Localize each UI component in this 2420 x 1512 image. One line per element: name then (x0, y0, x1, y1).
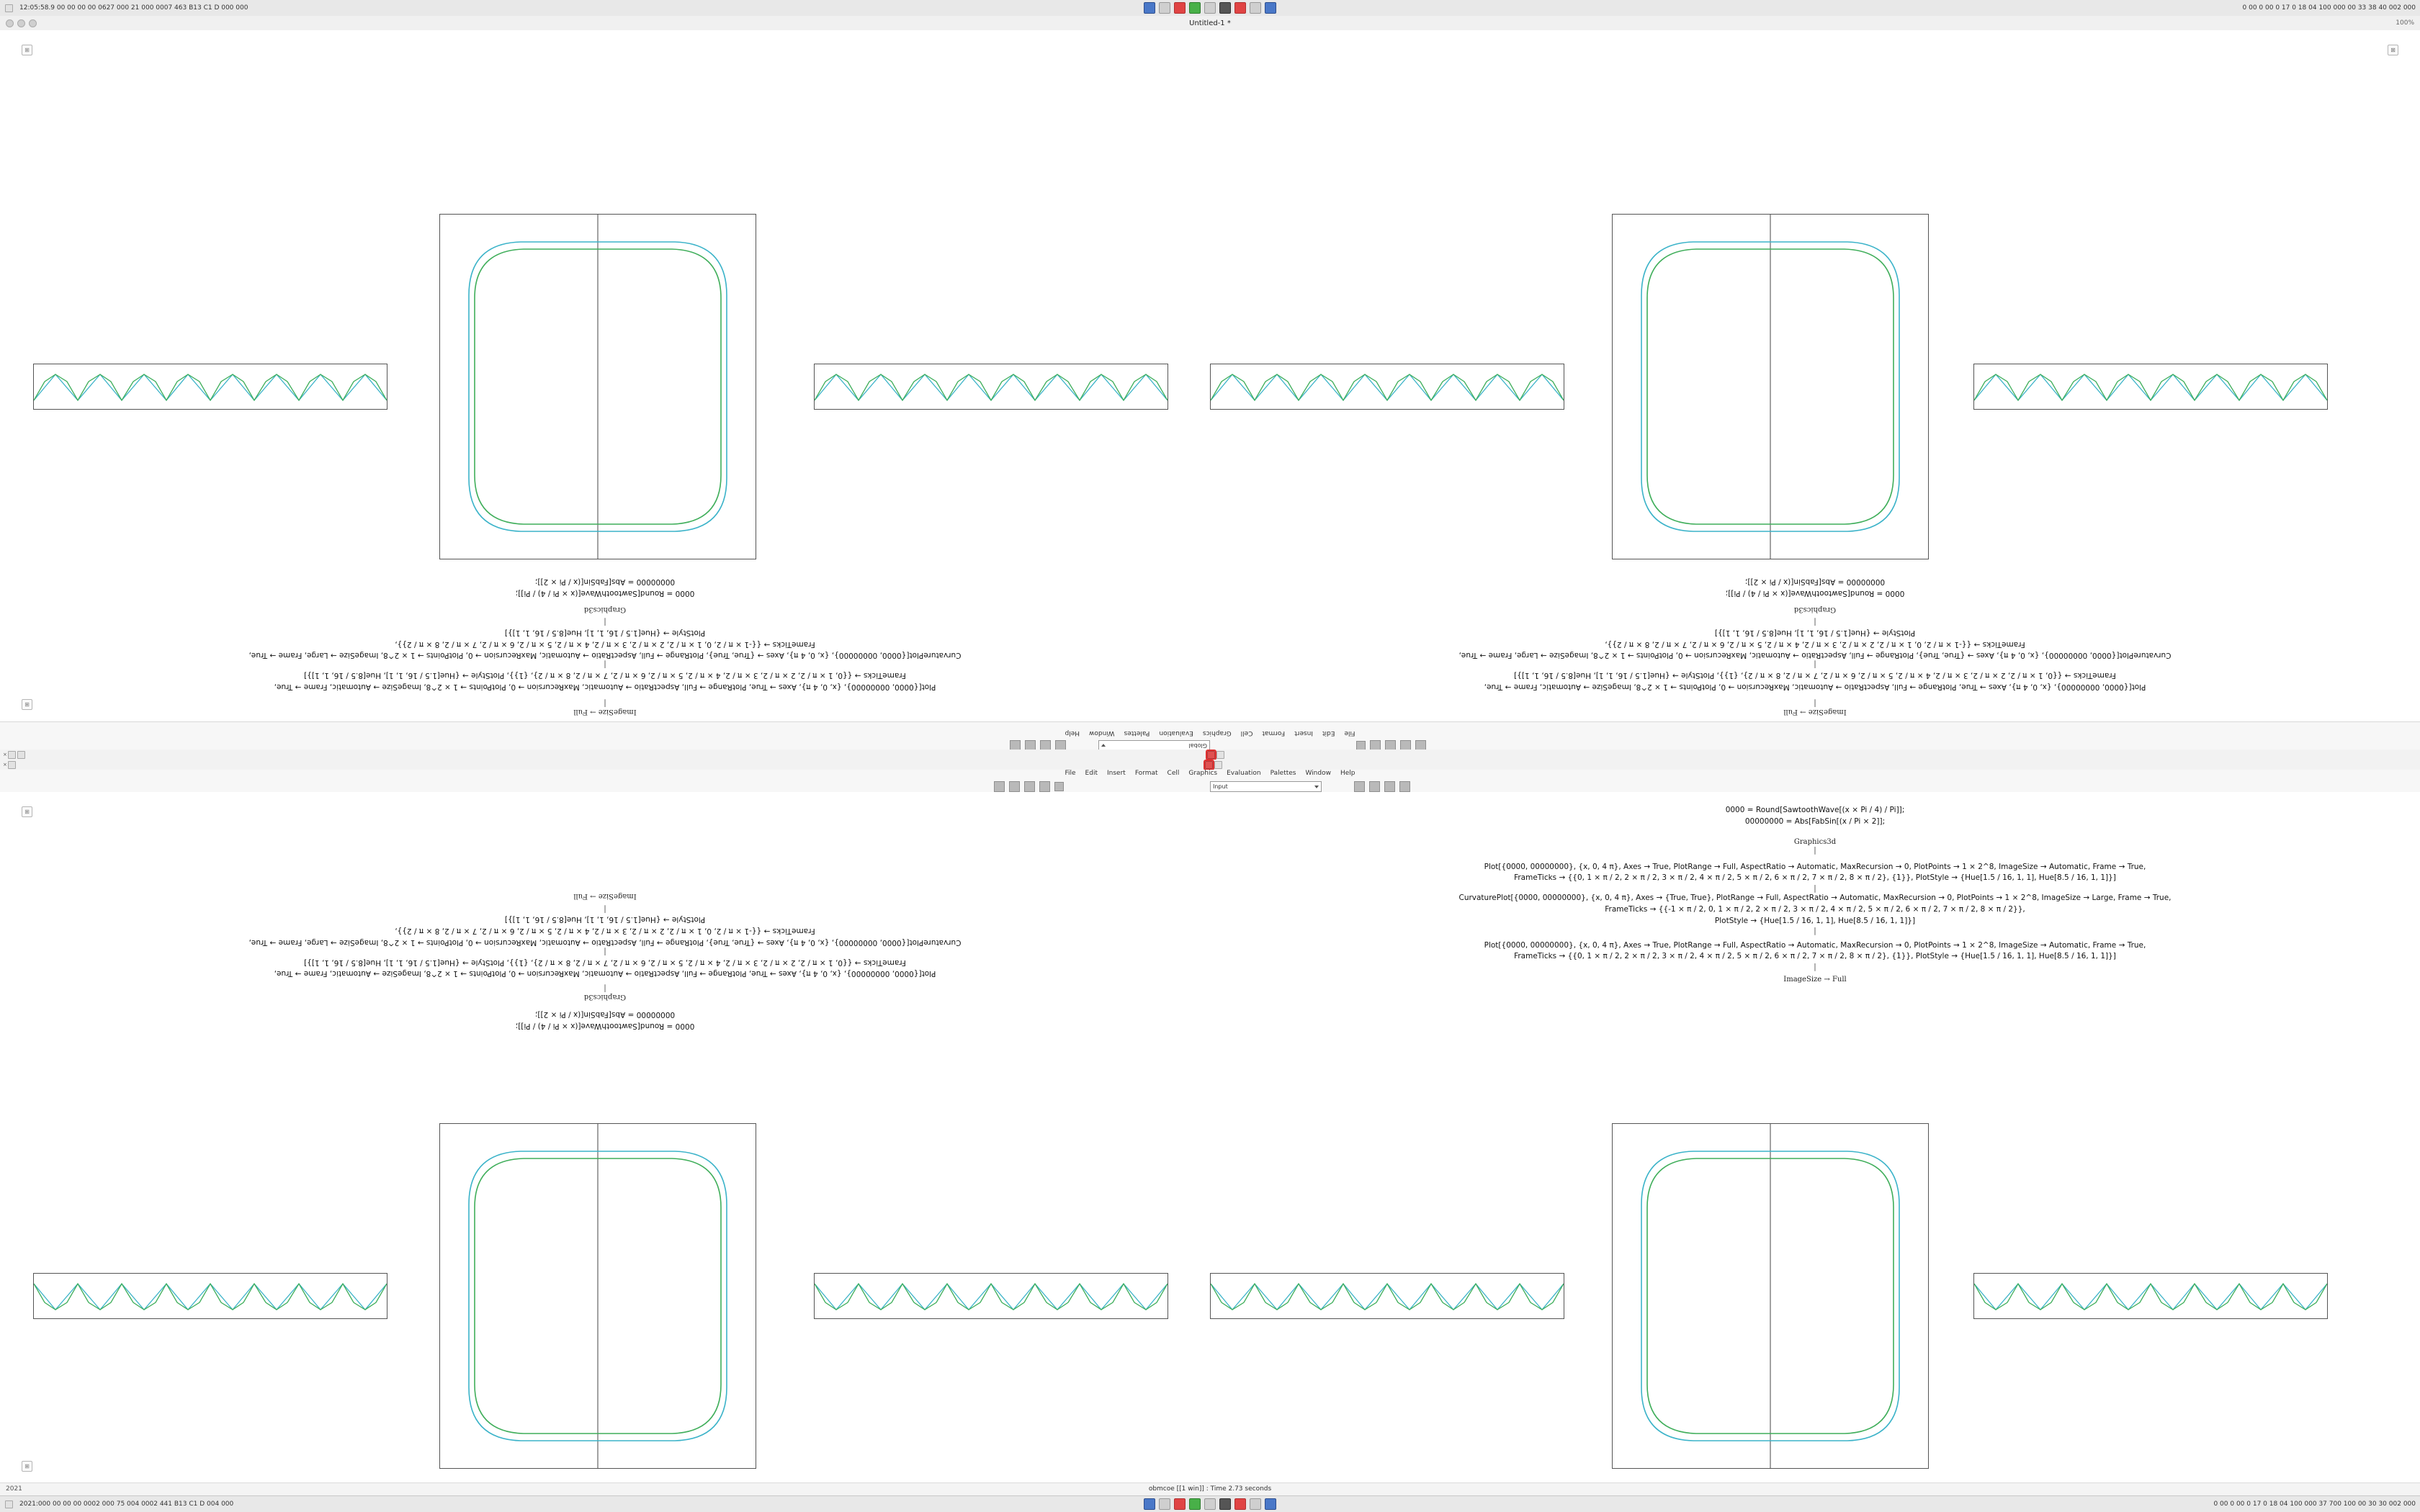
input-style-select[interactable]: Input (1210, 781, 1322, 792)
definition-line-7[interactable]: 0000 = Round[SawtoothWave[(x × Pi / 4) / Pi]]; (1725, 806, 1905, 814)
notebook-pane-top[interactable] (0, 30, 2420, 722)
sawtooth-plot-7-frame (1210, 1273, 1564, 1319)
tab-item-selected-1[interactable] (1207, 751, 1215, 759)
graphics-tag-top-left: Graphics3d (583, 605, 627, 613)
sawtooth-plot-4[interactable] (1973, 364, 2328, 410)
tray-icon-help[interactable] (1265, 2, 1276, 14)
menu2-item-window[interactable]: Window (1305, 770, 1331, 777)
menu-item-insert[interactable]: Insert (1294, 729, 1314, 737)
imagesize-label-bottom-left: ImageSize → Full (573, 892, 637, 901)
cell-bracket-3[interactable]: | (604, 618, 606, 628)
os-bottom-bar (0, 1495, 2420, 1512)
definition-line-1[interactable]: 0000 = Round[SawtoothWave[(x × Pi / 4) / Pi]]; (515, 588, 695, 598)
code-group-bottom-left[interactable] (0, 799, 1210, 1037)
os-icon-1[interactable] (5, 4, 13, 12)
maximize-icon[interactable] (29, 19, 37, 27)
code-line-21[interactable]: Plot[{0000, 00000000}, {x, 0, 4 π}, Axes → True, PlotRange → Full, AspectRatio → Automatic, MaxRecursion → 0, PlotPoints → 1 × 2^8, ImageSize → Automatic, Frame → True, (1484, 940, 2146, 950)
code-line-15[interactable]: PlotStyle → {Hue[1.5 / 16, 1, 1], Hue[8.5 / 16, 1, 1]}] (504, 915, 706, 924)
menu2-item-format[interactable]: Format (1134, 770, 1158, 777)
os-bottom-tray (1144, 1498, 1276, 1510)
code-line-20[interactable]: PlotStyle → {Hue[1.5 / 16, 1, 1], Hue[8.5 / 16, 1, 1]}] (1714, 916, 1916, 925)
tab-strip-lower[interactable] (0, 760, 2420, 770)
style-select[interactable]: Global (1098, 740, 1210, 751)
code-line-9[interactable]: FrameTicks → {{-1 × π / 2, 0, 1 × π / 2, 2 × π / 2, 3 × π / 2, 4 × π / 2, 5 × π / 2, 6 × π / 2, 7 × π / 2, 8 × π / 2}}, (1605, 639, 2025, 649)
code-line-18[interactable]: CurvaturePlot[{0000, 00000000}, {x, 0, 4 π}, Axes → {True, True}, PlotRange → Full, AspectRatio → Automatic, MaxRecursion → 0, PlotPoints → 1 × 2^8, ImageSize → Large, Frame → True, (1458, 894, 2172, 903)
menu-item-graphics[interactable]: Graphics (1202, 729, 1232, 737)
definition-line-3[interactable]: 0000 = Round[SawtoothWave[(x × Pi / 4) / Pi]]; (1725, 588, 1905, 598)
menu-item-evaluation[interactable]: Evaluation (1159, 729, 1193, 737)
menu-bar-lower[interactable] (1065, 770, 1355, 777)
tray2-icon-editor[interactable] (1204, 1498, 1216, 1510)
menu2-item-insert[interactable]: Insert (1106, 770, 1126, 777)
cell-bracket-7[interactable]: | (604, 984, 606, 994)
sawtooth-plot-5[interactable] (33, 1273, 387, 1319)
sawtooth-plot-8-frame (1973, 1273, 2328, 1319)
palette-buttons-lower-right[interactable] (1354, 781, 1410, 792)
tray2-icon-misc[interactable] (1250, 1498, 1261, 1510)
curvature-plot-3[interactable] (439, 1123, 756, 1469)
code-line-6[interactable]: Plot[{0000, 00000000}, {x, 0, 4 π}, Axes → True, PlotRange → Full, AspectRatio → Automatic, MaxRecursion → 0, PlotPoints → 1 × 2^8, ImageSize → Automatic, Frame → True, (1484, 682, 2146, 691)
menu-item-window[interactable]: Window (1089, 729, 1115, 737)
sawtooth-plot-6-frame (814, 1273, 1168, 1319)
cell-bracket-b-top-left-icon[interactable]: ⊞ (22, 806, 32, 817)
tray2-icon-files[interactable] (1159, 1498, 1170, 1510)
window-controls[interactable] (6, 19, 37, 27)
code-line-22[interactable]: FrameTicks → {{0, 1 × π / 2, 2 × π / 2, 3 × π / 2, 4 × π / 2, 5 × π / 2, 6 × π / 2, 7 × π / 2, 8 × π / 2}, {1}}, PlotStyle → {Hue[1.5 / 16, 1, 1], Hue[8.5 / 16, 1, 1]}] (1514, 952, 2116, 961)
imagesize-label-bottom-right: ImageSize → Full (1783, 976, 1847, 984)
tray2-icon-help[interactable] (1265, 1498, 1276, 1510)
os-bottom-right-text: 0 00 0 00 0 17 0 18 04 100 000 37 700 100 00 30 30 002 000 (2213, 1500, 2416, 1508)
code-group-top-left[interactable] (0, 462, 1210, 721)
os-bottom-icon-1[interactable] (5, 1500, 13, 1508)
plot-row-bottom (0, 1123, 2420, 1469)
sawtooth-plot-8-svg (1974, 1274, 2327, 1318)
menu2-item-palettes[interactable]: Palettes (1270, 770, 1296, 777)
window-zoom-level: 100% (2396, 19, 2414, 27)
definition-line-5[interactable]: 0000 = Round[SawtoothWave[(x × Pi / 4) / Pi]]; (515, 1022, 695, 1030)
minimize-icon[interactable] (17, 19, 25, 27)
toolbar-strip (0, 721, 2420, 793)
code-line-16[interactable]: Plot[{0000, 00000000}, {x, 0, 4 π}, Axes → True, PlotRange → Full, AspectRatio → Automatic, MaxRecursion → 0, PlotPoints → 1 × 2^8, ImageSize → Automatic, Frame → True, (1484, 862, 2146, 871)
code-line-3[interactable]: CurvaturePlot[{0000, 00000000}, {x, 0, 4 π}, Axes → {True, True}, PlotRange → Full, AspectRatio → Automatic, MaxRecursion → 0, PlotPoints → 1 × 2^8, ImageSize → Large, Frame → True, (248, 651, 962, 660)
code-line-5[interactable]: PlotStyle → {Hue[1.5 / 16, 1, 1], Hue[8.5 / 16, 1, 1]}] (504, 628, 706, 637)
menu-item-format[interactable]: Format (1262, 729, 1286, 737)
sawtooth-plot-4-frame (1973, 364, 2328, 410)
imagesize-label-top-right: ImageSize → Full (1783, 708, 1847, 716)
palette2-button-9[interactable] (1399, 781, 1410, 792)
cell-bracket-12[interactable]: | (1814, 926, 1816, 936)
tray2-icon-mathematica[interactable] (1234, 1498, 1246, 1510)
status-left-label: 2021 (6, 1485, 22, 1493)
sawtooth-plot-6[interactable] (814, 1273, 1168, 1319)
cell-bracket-bottom-left-icon[interactable]: ⊞ (22, 699, 32, 710)
palette-buttons-lower-left[interactable] (994, 781, 1064, 792)
code-line-17[interactable]: FrameTicks → {{0, 1 × π / 2, 2 × π / 2, 3 × π / 2, 4 × π / 2, 5 × π / 2, 6 × π / 2, 7 × π / 2, 8 × π / 2}, {1}}, PlotStyle → {Hue[1.5 / 16, 1, 1], Hue[8.5 / 16, 1, 1]}] (1514, 873, 2116, 883)
definition-line-4[interactable]: 00000000 = Abs[FabSin[(x / Pi × 2]]; (1744, 577, 1886, 587)
code-line-8[interactable]: CurvaturePlot[{0000, 00000000}, {x, 0, 4 π}, Axes → {True, True}, PlotRange → Full, AspectRatio → Automatic, MaxRecursion → 0, PlotPoints → 1 × 2^8, ImageSize → Large, Frame → True, (1458, 651, 2172, 660)
cell-bracket-8[interactable]: | (604, 947, 606, 957)
menu2-item-graphics[interactable]: Graphics (1188, 770, 1218, 777)
tab-strip-upper-label: × (3, 752, 7, 757)
tab-item-selected-2[interactable] (1205, 761, 1213, 769)
tray-icon-record[interactable] (1174, 2, 1186, 14)
palette2-button-6[interactable] (1354, 781, 1365, 792)
tab-item-d[interactable] (8, 761, 16, 769)
tray-icon-settings[interactable] (1219, 2, 1231, 14)
tray-icon-editor[interactable] (1204, 2, 1216, 14)
tab-item-e[interactable] (1214, 761, 1222, 769)
palette-row-lower[interactable] (0, 770, 2420, 793)
menu2-item-evaluation[interactable]: Evaluation (1227, 770, 1261, 777)
curvature-plot-4[interactable] (1612, 1123, 1929, 1469)
window-title-bar (0, 16, 2420, 31)
curvature-plot-3-svg (440, 1124, 756, 1468)
sawtooth-plot-7[interactable] (1210, 1273, 1564, 1319)
tray2-icon-settings[interactable] (1219, 1498, 1231, 1510)
close-icon[interactable] (6, 19, 14, 27)
os-top-left (0, 4, 248, 12)
sawtooth-plot-3-frame (1210, 364, 1564, 410)
notebook-pane-bottom[interactable] (0, 792, 2420, 1483)
palette2-button-4[interactable] (1039, 781, 1050, 792)
tab-item-b[interactable] (17, 751, 25, 759)
tab-item-a[interactable] (8, 751, 16, 759)
tab-item-c[interactable] (1216, 751, 1224, 759)
definition-line-6[interactable]: 00000000 = Abs[FabSin[(x / Pi × 2]]; (534, 1010, 676, 1020)
sawtooth-plot-1-svg (34, 364, 387, 409)
palette2-button-3[interactable] (1024, 781, 1035, 792)
os-top-tray (1144, 2, 1276, 14)
sawtooth-plot-7-svg (1211, 1274, 1564, 1318)
tray-icon-misc[interactable] (1250, 2, 1261, 14)
sawtooth-plot-5-svg (34, 1274, 387, 1318)
menu2-item-edit[interactable]: Edit (1085, 770, 1098, 777)
sawtooth-plot-1[interactable] (33, 364, 387, 410)
menu-item-help[interactable]: Help (1065, 729, 1080, 737)
status-bar (0, 1482, 2420, 1496)
palette2-button-2[interactable] (1009, 781, 1020, 792)
cell-bracket-4[interactable]: | (1814, 699, 1816, 708)
sawtooth-plot-3[interactable] (1210, 364, 1564, 410)
graphics-tag-bottom-right: Graphics3d (1793, 837, 1837, 846)
sawtooth-plot-2-svg (815, 364, 1168, 409)
cell-bracket-top-left-icon[interactable]: ⊞ (22, 45, 32, 55)
code-line-4[interactable]: FrameTicks → {{-1 × π / 2, 0, 1 × π / 2, 2 × π / 2, 3 × π / 2, 4 × π / 2, 5 × π / 2, 6 × π / 2, 7 × π / 2, 8 × π / 2}}, (395, 639, 815, 649)
code-line-7[interactable]: FrameTicks → {{0, 1 × π / 2, 2 × π / 2, 3 × π / 2, 4 × π / 2, 5 × π / 2, 6 × π / 2, 7 × π / 2, 8 × π / 2}, {1}}, PlotStyle → {Hue[1.5 / 16, 1, 1], Hue[8.5 / 16, 1, 1]}] (1514, 671, 2116, 680)
tray-icon-files[interactable] (1159, 2, 1170, 14)
palette2-button-1[interactable] (994, 781, 1005, 792)
cell-bracket-5[interactable]: | (1814, 660, 1816, 670)
sawtooth-plot-1-frame (33, 364, 387, 410)
tab-strip-upper[interactable] (0, 750, 2420, 760)
code-line-1[interactable]: Plot[{0000, 00000000}, {x, 0, 4 π}, Axes → True, PlotRange → Full, AspectRatio → Automatic, MaxRecursion → 0, PlotPoints → 1 × 2^8, ImageSize → Automatic, Frame → True, (274, 682, 936, 691)
menu2-item-file[interactable]: File (1065, 770, 1076, 777)
status-bar-text: obmcoe [[1 win]] : Time 2.73 seconds (1148, 1485, 1272, 1493)
imagesize-label-top-left: ImageSize → Full (573, 708, 637, 716)
cell-bracket-9[interactable]: | (604, 904, 606, 914)
tray-icon-browser[interactable] (1144, 2, 1155, 14)
tray2-icon-record[interactable] (1174, 1498, 1186, 1510)
cell-bracket-10[interactable]: | (1814, 845, 1816, 855)
menu-bar-upper[interactable] (1065, 729, 1355, 737)
tab-strip-lower-label: × (3, 762, 7, 768)
code-line-2[interactable]: FrameTicks → {{0, 1 × π / 2, 2 × π / 2, 3 × π / 2, 4 × π / 2, 5 × π / 2, 6 × π / 2, 7 × π / 2, 8 × π / 2}, {1}}, PlotStyle → {Hue[1.5 / 16, 1, 1], Hue[8.5 / 16, 1, 1]}] (304, 671, 906, 680)
menu2-item-help[interactable]: Help (1340, 770, 1355, 777)
tray2-icon-browser[interactable] (1144, 1498, 1155, 1510)
sawtooth-plot-6-svg (815, 1274, 1168, 1318)
code-line-13[interactable]: CurvaturePlot[{0000, 00000000}, {x, 0, 4 π}, Axes → {True, True}, PlotRange → Full, AspectRatio → Automatic, MaxRecursion → 0, PlotPoints → 1 × 2^8, ImageSize → Large, Frame → True, (248, 937, 962, 947)
sawtooth-plot-8[interactable] (1973, 1273, 2328, 1319)
code-line-10[interactable]: PlotStyle → {Hue[1.5 / 16, 1, 1], Hue[8.5 / 16, 1, 1]}] (1714, 628, 1916, 637)
os-bottom-right (2213, 1500, 2416, 1508)
tray-icon-mathematica[interactable] (1234, 2, 1246, 14)
cell-bracket-11[interactable]: | (1814, 883, 1816, 894)
code-group-bottom-right[interactable] (1210, 799, 2420, 1037)
sawtooth-plot-2-frame (814, 364, 1168, 410)
definition-line-2[interactable]: 00000000 = Abs[FabSin[(x / Pi × 2]]; (534, 577, 676, 587)
os-bottom-left (0, 1500, 233, 1508)
cell-bracket-top-right-icon[interactable]: ⊠ (2388, 45, 2398, 55)
cell-bracket-6[interactable]: | (1814, 618, 1816, 628)
menu-item-palettes[interactable]: Palettes (1124, 729, 1150, 737)
tray-icon-terminal[interactable] (1189, 2, 1201, 14)
menu-item-cell[interactable]: Cell (1240, 729, 1253, 737)
os-top-left-text: 12:05:58.9 00 00 00 00 0627 000 21 000 0007 463 B13 C1 D 000 000 (19, 4, 248, 12)
palette2-button-7[interactable] (1369, 781, 1380, 792)
palette2-button-8[interactable] (1384, 781, 1395, 792)
code-line-14[interactable]: FrameTicks → {{-1 × π / 2, 0, 1 × π / 2, 2 × π / 2, 3 × π / 2, 4 × π / 2, 5 × π / 2, 6 × π / 2, 7 × π / 2, 8 × π / 2}}, (395, 927, 815, 936)
sawtooth-plot-2[interactable] (814, 364, 1168, 410)
menu-item-edit[interactable]: Edit (1322, 729, 1335, 737)
menu-item-file[interactable]: File (1344, 729, 1355, 737)
cell-bracket-2[interactable]: | (604, 660, 606, 670)
os-top-right (2243, 4, 2416, 12)
os-top-bar (0, 0, 2420, 17)
sawtooth-plot-3-svg (1211, 364, 1564, 409)
curvature-plot-4-frame (1612, 1123, 1929, 1469)
os-top-right-text: 0 00 0 00 0 17 0 18 04 100 000 00 33 38 40 002 000 (2242, 4, 2416, 12)
code-line-12[interactable]: FrameTicks → {{0, 1 × π / 2, 2 × π / 2, 3 × π / 2, 4 × π / 2, 5 × π / 2, 6 × π / 2, 7 × π / 2, 8 × π / 2}, {1}}, PlotStyle → {Hue[1.5 / 16, 1, 1], Hue[8.5 / 16, 1, 1]}] (304, 958, 906, 967)
sawtooth-plot-5-frame (33, 1273, 387, 1319)
code-line-19[interactable]: FrameTicks → {{-1 × π / 2, 0, 1 × π / 2, 2 × π / 2, 3 × π / 2, 4 × π / 2, 5 × π / 2, 6 × π / 2, 7 × π / 2, 8 × π / 2}}, (1605, 904, 2025, 914)
curvature-plot-3-frame (439, 1123, 756, 1469)
sawtooth-plot-4-svg (1974, 364, 2327, 409)
graphics-tag-bottom-left: Graphics3d (583, 993, 627, 1002)
palette2-button-5[interactable] (1054, 782, 1064, 791)
window-title: Untitled-1 * (1189, 19, 1231, 27)
code-line-11[interactable]: Plot[{0000, 00000000}, {x, 0, 4 π}, Axes → True, PlotRange → Full, AspectRatio → Automatic, MaxRecursion → 0, PlotPoints → 1 × 2^8, ImageSize → Automatic, Frame → True, (274, 969, 936, 978)
cell-bracket-13[interactable]: | (1814, 962, 1816, 972)
cell-bracket-b-bottom-left-icon[interactable]: ⊞ (22, 1461, 32, 1472)
tray2-icon-terminal[interactable] (1189, 1498, 1201, 1510)
os-bottom-left-text: 2021:000 00 00 00 0002 000 75 004 0002 441 B13 C1 D 004 000 (19, 1500, 234, 1508)
curvature-plot-4-svg (1613, 1124, 1928, 1468)
cell-bracket-1[interactable]: | (604, 699, 606, 708)
code-group-top-right[interactable] (1210, 462, 2420, 721)
graphics-tag-top-right: Graphics3d (1793, 605, 1837, 613)
menu2-item-cell[interactable]: Cell (1167, 770, 1180, 777)
definition-line-8[interactable]: 00000000 = Abs[FabSin[(x / Pi × 2]]; (1744, 816, 1886, 826)
